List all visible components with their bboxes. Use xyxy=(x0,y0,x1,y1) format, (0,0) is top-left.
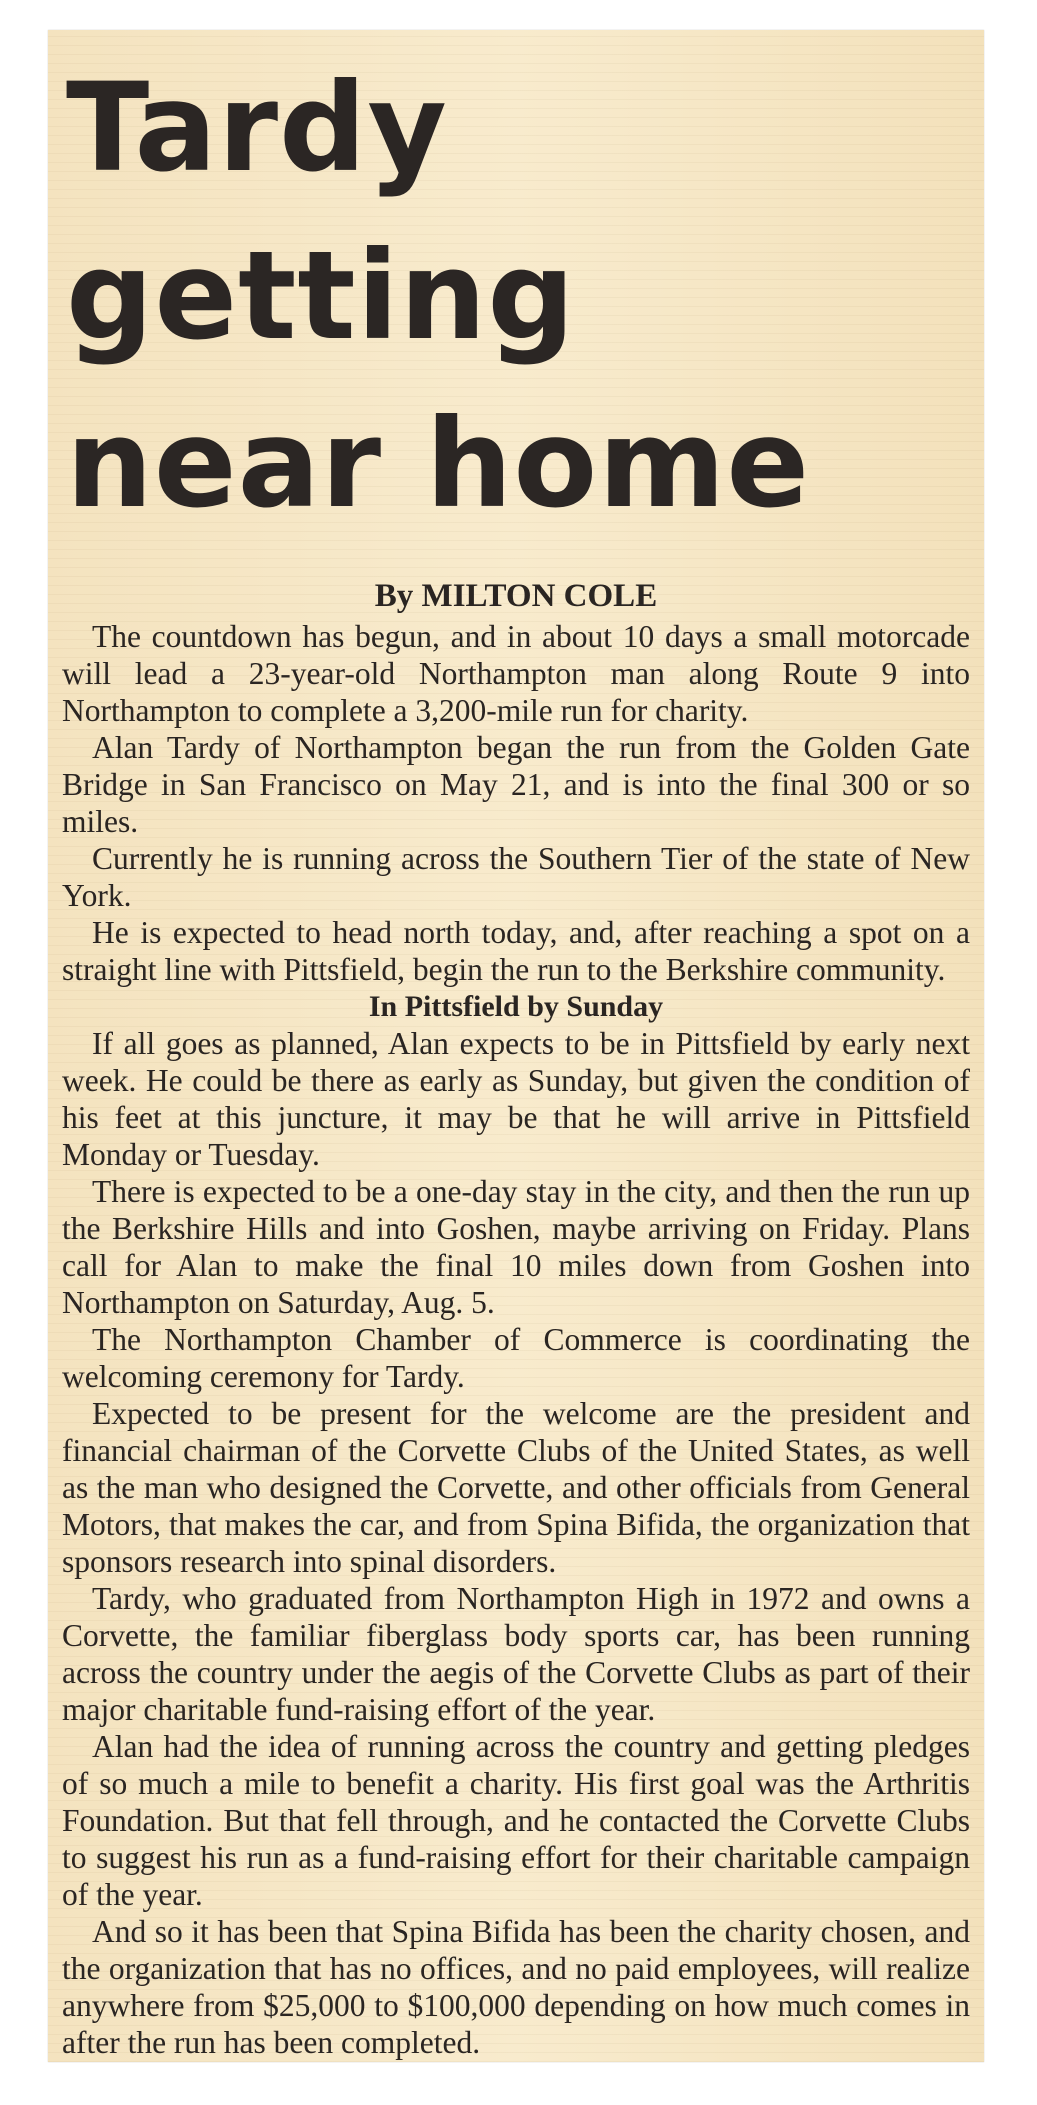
byline: By MILTON COLE xyxy=(374,578,658,614)
paragraph: Alan Tardy of Northampton began the run from the Golden Gate Bridge in San Francisco on May 21, and is into the final 300 or so miles. xyxy=(62,730,970,839)
paragraph: Currently he is running across the Southern Tier of the state of New York. xyxy=(62,841,970,913)
subheading: In Pittsfield by Sunday xyxy=(368,990,664,1023)
newspaper-clipping xyxy=(48,30,984,2062)
paragraph: If all goes as planned, Alan expects to be in Pittsfield by early next week. He could be there as early as Sunday, but given the condition of his feet at this juncture, it may be that he will arrive in Pittsfield Monday or Tuesday. xyxy=(62,1026,970,1172)
paragraph: Tardy, who graduated from Northampton High in 1972 and owns a Corvette, the familiar fiberglass body sports car, has been running across the country under the aegis of the Corvette Clubs as part of their major charitable fund-raising effort of the year. xyxy=(62,1581,970,1727)
paragraph: The countdown has begun, and in about 10 days a small motorcade will lead a 23-year-old Northampton man along Route 9 into Northampton to complete a 3,200-mile run for charity. xyxy=(62,619,970,728)
paragraph: And so it has been that Spina Bifida has been the charity chosen, and the organization that has no offices, and no paid employees, will realize anywhere from $25,000 to $100,000 depending on how much comes in after the run has been completed. xyxy=(62,1914,970,2060)
paragraph: He is expected to head north today, and, after reaching a spot on a straight line with Pittsfield, begin the run to the Berkshire community. xyxy=(62,915,970,987)
paragraph: The Northampton Chamber of Commerce is coordinating the welcoming ceremony for Tardy. xyxy=(62,1322,970,1394)
paragraph: There is expected to be a one-day stay in the city, and then the run up the Berkshire Hills and into Goshen, maybe arriving on Friday. Plans call for Alan to make the final 10 miles down from Goshen into Northampton on Saturday, Aug. 5. xyxy=(62,1174,970,1320)
headline xyxy=(66,44,970,548)
headline-line-2: near home xyxy=(66,393,811,535)
headline-line-1: Tardy getting xyxy=(66,57,576,367)
paragraph: Expected to be present for the welcome are the president and financial chairman of the Corvette Clubs of the United States, as well as the man who designed the Corvette, and other officials from General Motors, that makes the car, and from Spina Bifida, the organization that sponsors research into spinal disorders. xyxy=(62,1396,970,1579)
paragraph: Alan had the idea of running across the country and getting pledges of so much a mile to benefit a charity. His first goal was the Arthritis Foundation. But that fell through, and he contacted the Corvette Clubs to suggest his run as a fund-raising effort for their charitable campaign of the year. xyxy=(62,1729,970,1912)
